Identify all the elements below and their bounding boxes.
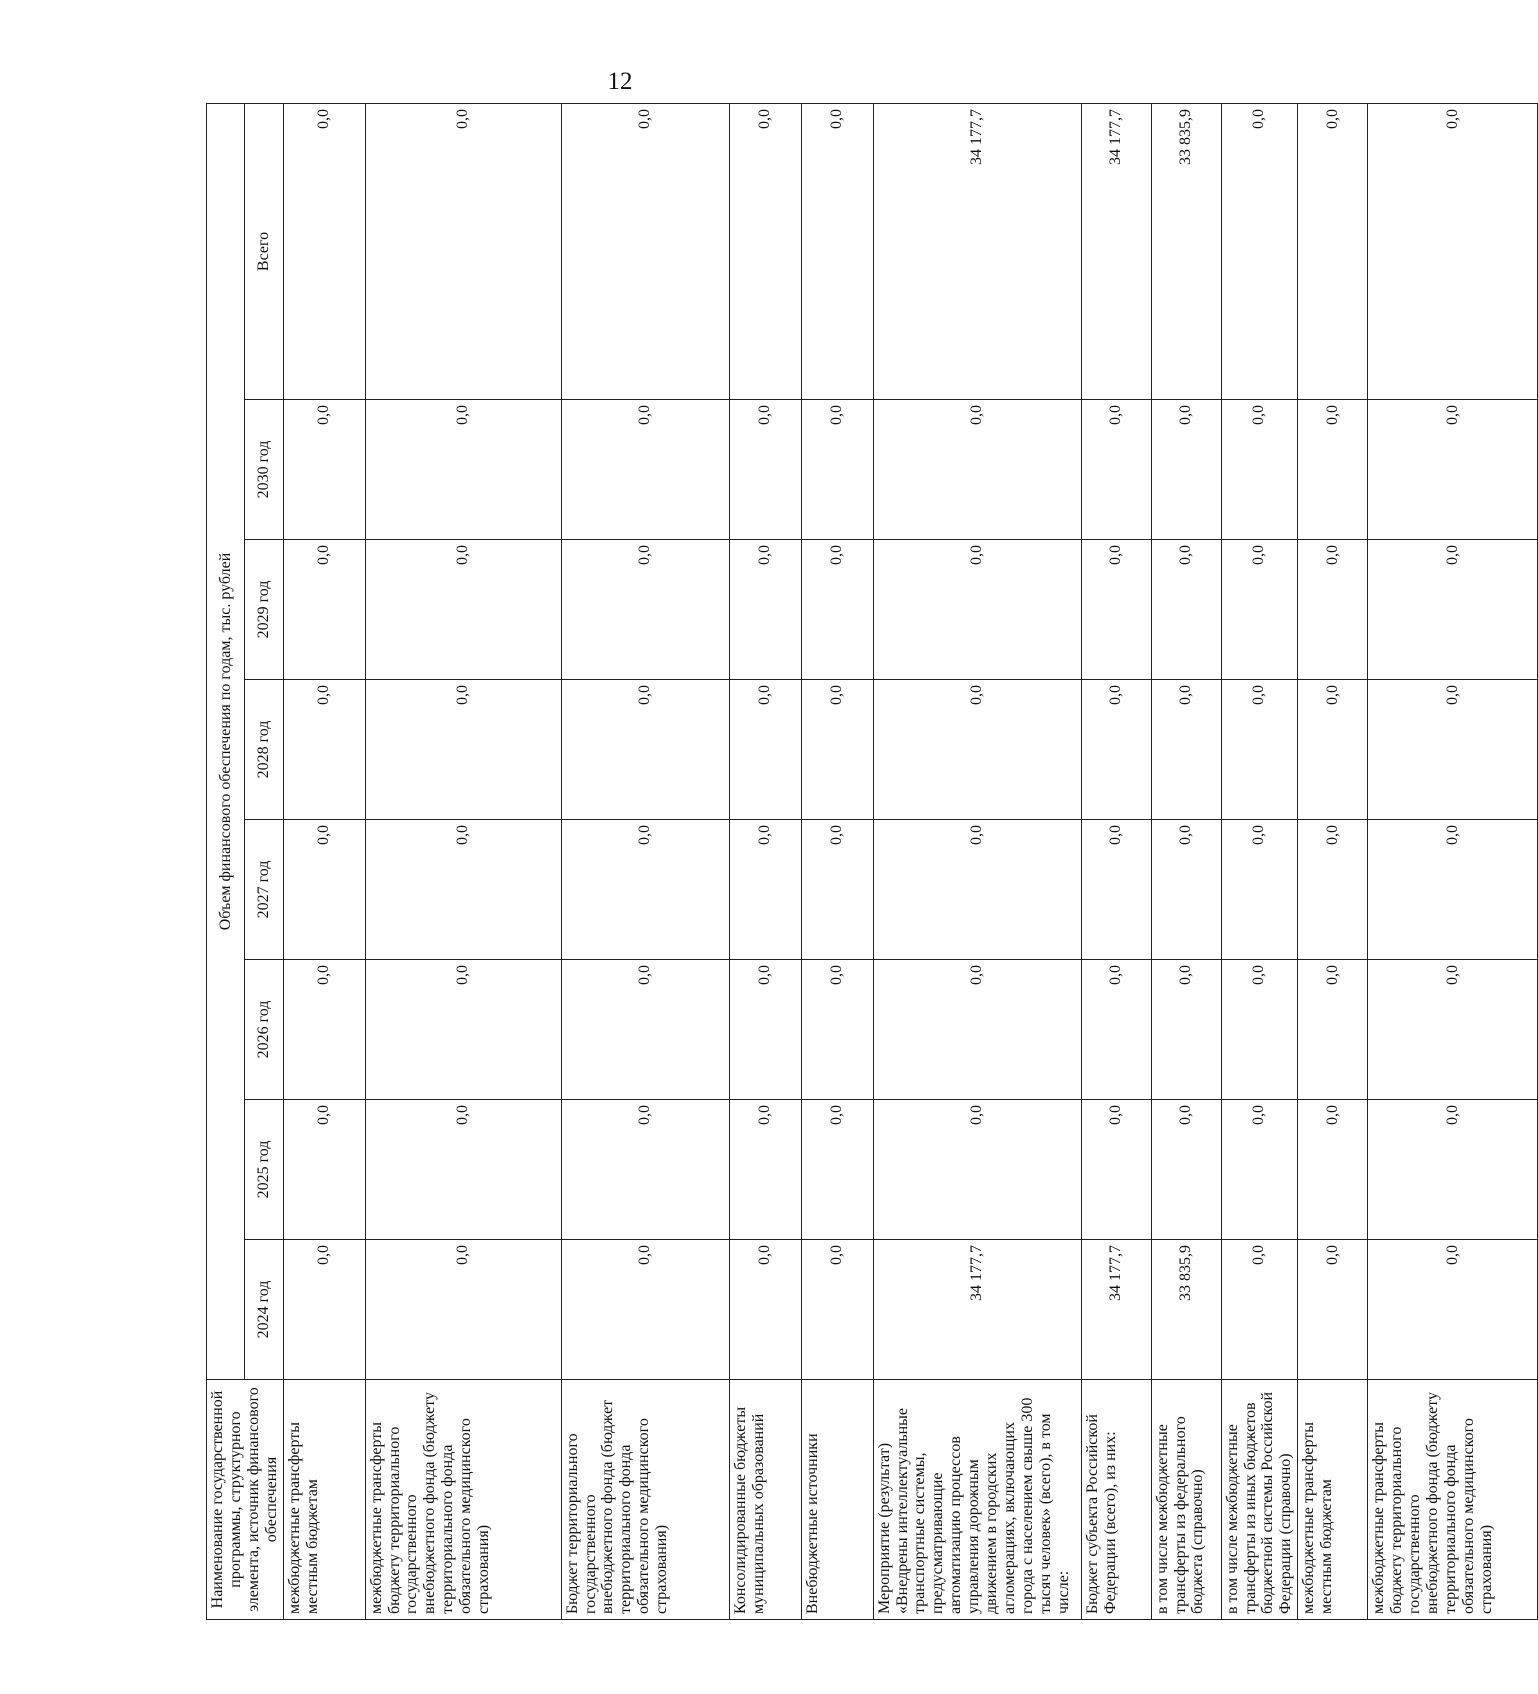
- year-header: 2026 год: [245, 960, 283, 1100]
- table-row: [1221, 103, 1298, 1619]
- value-cell: 0,0: [283, 400, 365, 540]
- value-cell: 0,0: [1221, 960, 1298, 1100]
- year-header: Всего: [245, 103, 283, 399]
- value-cell: 0,0: [561, 1100, 729, 1240]
- value-cell: 0,0: [561, 820, 729, 960]
- year-header: 2030 год: [245, 400, 283, 540]
- value-cell: 0,0: [801, 1100, 873, 1240]
- value-cell: 0,0: [1221, 103, 1298, 399]
- value-cell: 0,0: [365, 103, 561, 399]
- value-cell: 0,0: [729, 103, 801, 399]
- value-cell: 0,0: [873, 680, 1081, 820]
- page-number: 12: [607, 68, 633, 95]
- value-cell: 34 177,7: [873, 1240, 1081, 1380]
- financing-table: [206, 103, 1538, 1620]
- value-cell: 0,0: [1081, 680, 1151, 820]
- value-cell: 0,0: [873, 400, 1081, 540]
- table-row: [801, 103, 873, 1619]
- value-cell: 0,0: [365, 1240, 561, 1380]
- value-cell: 0,0: [1368, 400, 1538, 540]
- value-cell: 0,0: [1368, 960, 1538, 1100]
- value-cell: 0,0: [1151, 680, 1221, 820]
- value-cell: 0,0: [1151, 1100, 1221, 1240]
- row-name: межбюджетные трансферты местным бюджетам: [1298, 1380, 1368, 1620]
- value-cell: 34 177,7: [1081, 103, 1151, 399]
- table-row: [1081, 103, 1151, 1619]
- value-cell: 0,0: [1368, 680, 1538, 820]
- value-cell: 0,0: [1081, 1100, 1151, 1240]
- value-cell: 0,0: [1298, 820, 1368, 960]
- table-row: [729, 103, 801, 1619]
- row-name: в том числе межбюджетные трансферты из федерального бюджета (справочно): [1151, 1380, 1221, 1620]
- value-cell: 0,0: [283, 820, 365, 960]
- value-cell: 0,0: [365, 820, 561, 960]
- value-cell: 0,0: [1221, 680, 1298, 820]
- value-cell: 0,0: [801, 820, 873, 960]
- value-cell: 0,0: [1151, 540, 1221, 680]
- value-cell: 0,0: [283, 960, 365, 1100]
- value-cell: 0,0: [729, 680, 801, 820]
- row-name: Бюджет субъекта Российской Федерации (всего), из них:: [1081, 1380, 1151, 1620]
- value-cell: 0,0: [1368, 540, 1538, 680]
- table-row: [561, 103, 729, 1619]
- value-cell: 0,0: [1368, 1100, 1538, 1240]
- table-row: [873, 103, 1081, 1619]
- value-cell: 0,0: [1221, 1100, 1298, 1240]
- value-cell: 0,0: [1298, 540, 1368, 680]
- value-cell: 0,0: [873, 960, 1081, 1100]
- value-cell: 0,0: [1221, 400, 1298, 540]
- value-cell: 0,0: [1368, 103, 1538, 399]
- value-cell: 0,0: [1298, 1240, 1368, 1380]
- value-cell: 0,0: [283, 1240, 365, 1380]
- value-cell: 0,0: [1298, 103, 1368, 399]
- value-cell: 0,0: [1298, 680, 1368, 820]
- value-cell: 0,0: [283, 103, 365, 399]
- value-cell: 0,0: [729, 1240, 801, 1380]
- value-cell: 0,0: [365, 540, 561, 680]
- value-cell: 0,0: [365, 960, 561, 1100]
- value-cell: 0,0: [801, 680, 873, 820]
- year-header: 2024 год: [245, 1240, 283, 1380]
- value-cell: 0,0: [561, 103, 729, 399]
- value-cell: 34 177,7: [873, 103, 1081, 399]
- value-cell: 0,0: [283, 1100, 365, 1240]
- table-row: [1368, 103, 1538, 1619]
- value-cell: 0,0: [283, 680, 365, 820]
- row-name: Бюджет территориального государственного внебюджетного фонда (бюджет территориального фонда обязательного медицинского страхования): [561, 1380, 729, 1620]
- value-cell: 0,0: [873, 540, 1081, 680]
- name-column-header: Наименование государственной программы, структурного элемента, источник финансового обеспечения: [207, 1380, 284, 1620]
- row-name: Мероприятие (результат) «Внедрены интеллектуальные транспортные системы, предусматривающие автоматизацию процессов управления дорожным движением в городских агломерациях, включающих города с населением свыше 300 тысяч человек» (всего), в том числе:: [873, 1380, 1081, 1620]
- value-cell: 0,0: [1081, 400, 1151, 540]
- value-cell: 0,0: [729, 1100, 801, 1240]
- year-header: 2027 год: [245, 820, 283, 960]
- row-name: Внебюджетные источники: [801, 1380, 873, 1620]
- value-cell: 0,0: [801, 400, 873, 540]
- table-body: [283, 103, 1538, 1619]
- value-cell: 0,0: [1298, 960, 1368, 1100]
- value-cell: 0,0: [873, 1100, 1081, 1240]
- value-cell: 0,0: [1151, 960, 1221, 1100]
- year-header: 2029 год: [245, 540, 283, 680]
- row-name: в том числе межбюджетные трансферты из иных бюджетов бюджетной системы Российской Федерации (справочно): [1221, 1380, 1298, 1620]
- value-cell: 0,0: [365, 680, 561, 820]
- value-cell: 0,0: [561, 1240, 729, 1380]
- value-cell: 0,0: [729, 400, 801, 540]
- value-cell: 0,0: [561, 960, 729, 1100]
- value-cell: 0,0: [561, 540, 729, 680]
- value-cell: 0,0: [283, 540, 365, 680]
- group-header: Объем финансового обеспечения по годам, тыс. рублей: [207, 103, 245, 1379]
- year-header: 2025 год: [245, 1100, 283, 1240]
- value-cell: 0,0: [801, 960, 873, 1100]
- value-cell: 0,0: [1221, 820, 1298, 960]
- value-cell: 0,0: [1221, 1240, 1298, 1380]
- value-cell: 0,0: [1298, 400, 1368, 540]
- value-cell: 0,0: [1298, 1100, 1368, 1240]
- row-name: межбюджетные трансферты бюджету территориального государственного внебюджетного фонда (бюджету территориального фонда обязательного медицинского страхования): [365, 1380, 561, 1620]
- value-cell: 0,0: [801, 540, 873, 680]
- value-cell: 0,0: [801, 1240, 873, 1380]
- value-cell: 0,0: [365, 400, 561, 540]
- value-cell: 0,0: [1368, 1240, 1538, 1380]
- value-cell: 0,0: [561, 680, 729, 820]
- value-cell: 0,0: [1081, 820, 1151, 960]
- value-cell: 34 177,7: [1081, 1240, 1151, 1380]
- row-name: межбюджетные трансферты бюджету территориального государственного внебюджетного фонда (бюджету территориального фонда обязательного медицинского страхования): [1368, 1380, 1538, 1620]
- value-cell: 0,0: [729, 820, 801, 960]
- value-cell: 0,0: [1221, 540, 1298, 680]
- value-cell: 0,0: [729, 540, 801, 680]
- value-cell: 0,0: [1081, 540, 1151, 680]
- table-row: [1151, 103, 1221, 1619]
- value-cell: 0,0: [873, 820, 1081, 960]
- table-row: [365, 103, 561, 1619]
- table-row: [1298, 103, 1368, 1619]
- value-cell: 0,0: [365, 1100, 561, 1240]
- value-cell: 0,0: [729, 960, 801, 1100]
- table-row: [283, 103, 365, 1619]
- value-cell: 0,0: [1081, 960, 1151, 1100]
- row-name: Консолидированные бюджеты муниципальных образований: [729, 1380, 801, 1620]
- year-header: 2028 год: [245, 680, 283, 820]
- value-cell: 0,0: [561, 400, 729, 540]
- value-cell: 0,0: [1151, 400, 1221, 540]
- value-cell: 0,0: [1368, 820, 1538, 960]
- table-container: [206, 104, 1495, 1620]
- value-cell: 33 835,9: [1151, 1240, 1221, 1380]
- value-cell: 0,0: [1151, 820, 1221, 960]
- row-name: межбюджетные трансферты местным бюджетам: [283, 1380, 365, 1620]
- value-cell: 33 835,9: [1151, 103, 1221, 399]
- value-cell: 0,0: [801, 103, 873, 399]
